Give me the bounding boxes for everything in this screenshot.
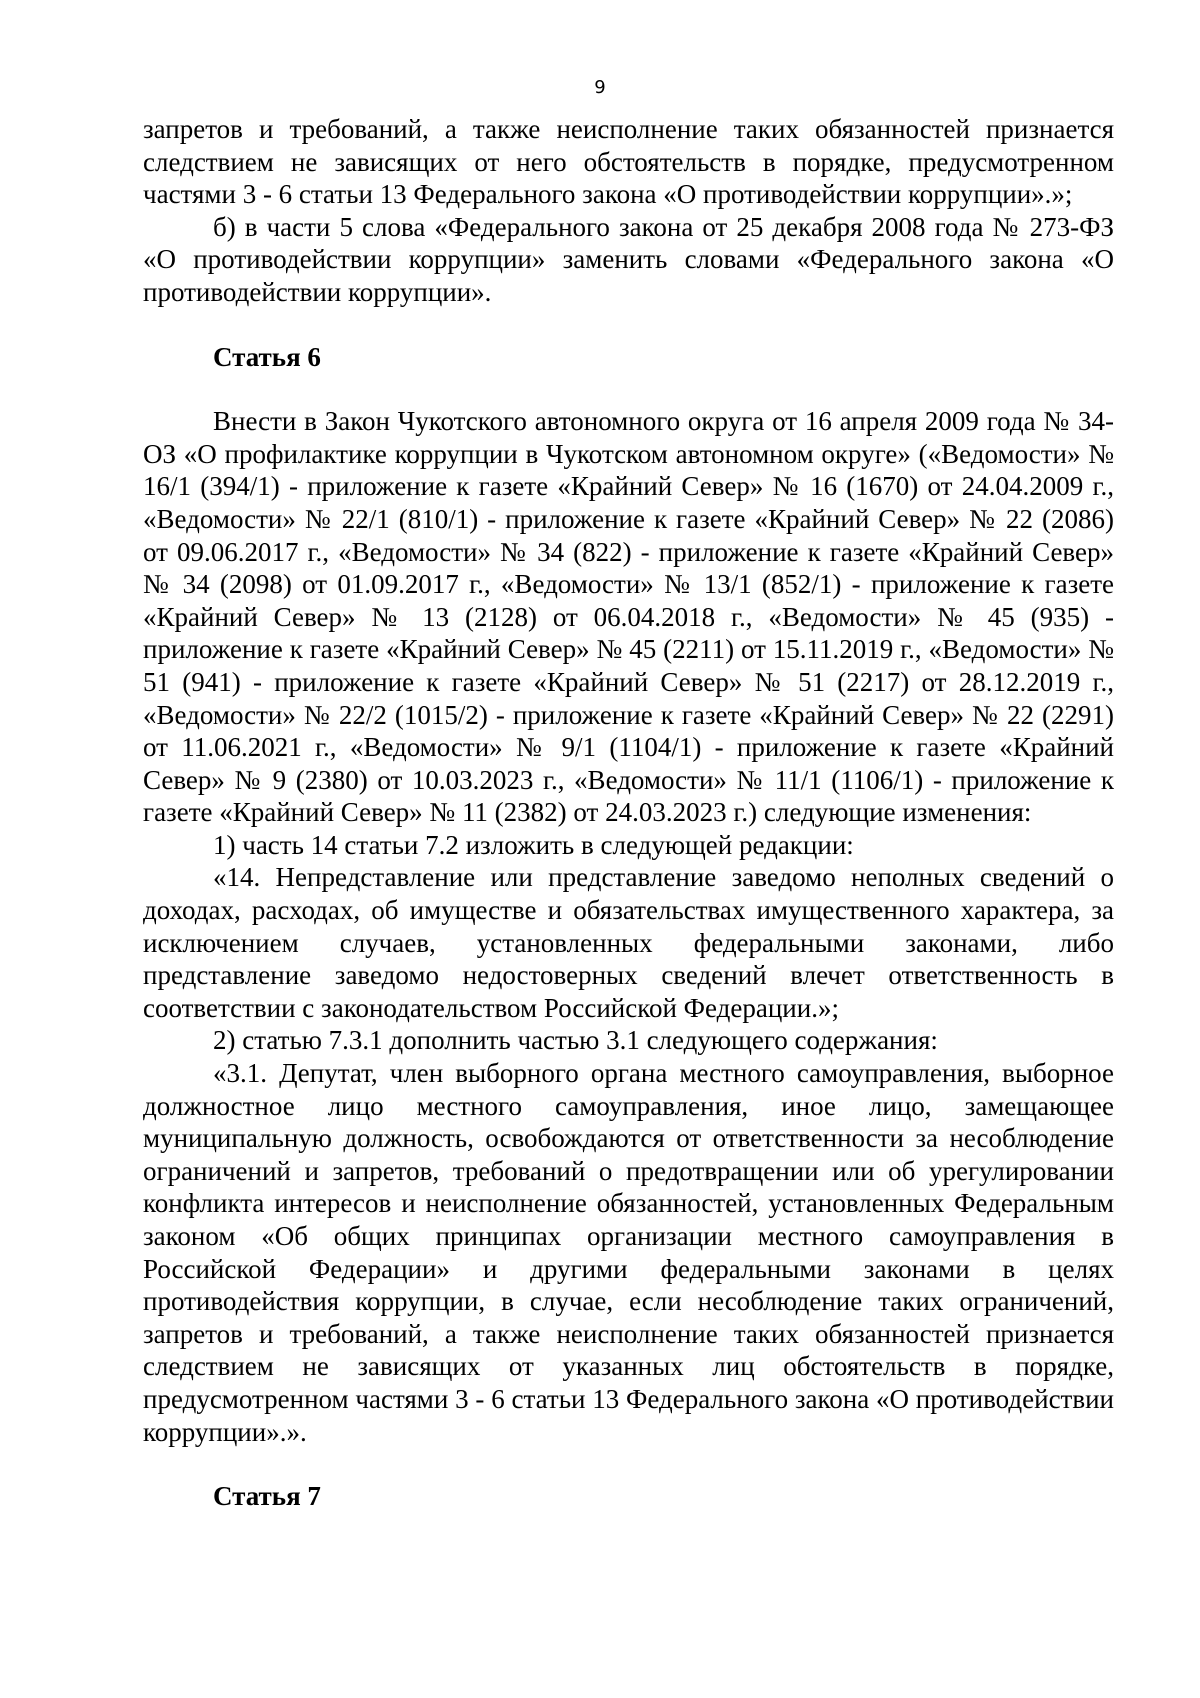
spacer	[143, 1448, 1114, 1480]
paragraph-part-14: «14. Непредставление или представление заведомо неполных сведений о доходах, расходах, об имуществе и обязательствах имущественного характера, за исключением случаев, установленных федеральными законами, либо представление заведомо недостоверных сведений влечет ответственность в соответствии с законодательством Российской Федерации.»;	[143, 862, 1114, 1023]
spacer	[143, 373, 1114, 405]
paragraph-article-6-intro: Внести в Закон Чукотского автономного округа от 16 апреля 2009 года № 34-ОЗ «О профилактике коррупции в Чукотском автономном округе» («Ведомости» № 16/1 (394/1) - приложение к газете «Крайний Север» № 16 (1670) от 24.04.2009 г., «Ведомости» № 22/1 (810/1) - приложение к газете «Крайний Север» № 22 (2086) от 09.06.2017 г., «Ведомости» № 34 (822) - приложение к газете «Крайний Север» № 34 (2098) от 01.09.2017 г., «Ведомости» № 13/1 (852/1) - приложение к газете «Крайний Север» № 13 (2128) от 06.04.2018 г., «Ведомости» № 45 (935) - приложение к газете «Крайний Север» № 45 (2211) от 15.11.2019 г., «Ведомости» № 51 (941) - приложение к газете «Крайний Север» № 51 (2217) от 28.12.2019 г., «Ведомости» № 22/2 (1015/2) - приложение к газете «Крайний Север» № 22 (2291) от 11.06.2021 г., «Ведомости» № 9/1 (1104/1) - приложение к газете «Крайний Север» № 9 (2380) от 10.03.2023 г., «Ведомости» № 11/1 (1106/1) - приложение к газете «Крайний Север» № 11 (2382) от 24.03.2023 г.) следующие изменения:	[143, 406, 1114, 828]
paragraph-item-2: 2) статью 7.3.1 дополнить частью 3.1 следующего содержания:	[213, 1025, 938, 1056]
article-6-heading: Статья 6	[213, 341, 321, 372]
article-7-heading: Статья 7	[213, 1481, 321, 1512]
spacer	[143, 309, 1114, 341]
page-number: 9	[594, 77, 606, 98]
paragraph-part-3-1: «3.1. Депутат, член выборного органа местного самоуправления, выборное должностное лицо местного самоуправления, иное лицо, замещающее муниципальную должность, освобождаются от ответственности за несоблюдение ограничений и запретов, требований о предотвращении или об урегулировании конфликта интересов и неисполнение обязанностей, установленных Федеральным законом «Об общих принципах организации местного самоуправления в Российской Федерации» и другими федеральными законами в целях противодействия коррупции, в случае, если несоблюдение таких ограничений, запретов и требований, а также неисполнение таких обязанностей признается следствием не зависящих от указанных лиц обстоятельств в порядке, предусмотренном частями 3 - 6 статьи 13 Федерального закона «О противодействии коррупции».».	[143, 1058, 1114, 1447]
paragraph-continuation: запретов и требований, а также неисполнение таких обязанностей признается следствием не зависящих от него обстоятельств в порядке, предусмотренном частями 3 - 6 статьи 13 Федерального закона «О противодействии коррупции».»;	[143, 114, 1114, 210]
paragraph-item-b: б) в части 5 слова «Федерального закона от 25 декабря 2008 года № 273-ФЗ «О противодействии коррупции» заменить словами «Федерального закона «О противодействии коррупции».	[143, 211, 1114, 307]
paragraph-item-1: 1) часть 14 статьи 7.2 изложить в следующей редакции:	[213, 829, 854, 860]
document-body	[143, 113, 1114, 1513]
